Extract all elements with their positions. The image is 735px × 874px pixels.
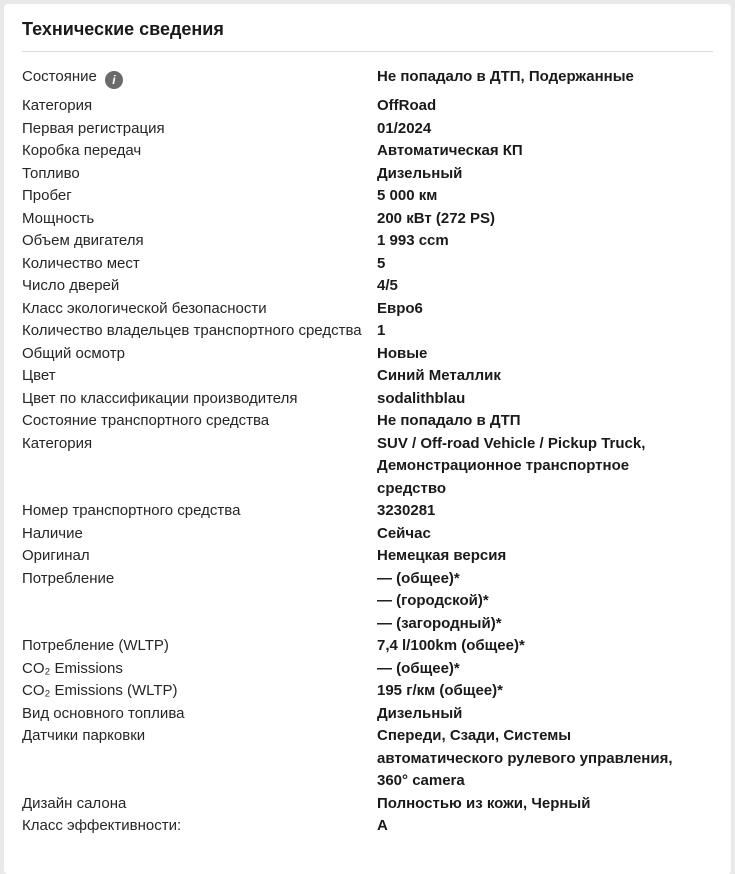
spec-value-line: 5 000 км: [377, 187, 438, 204]
spec-label-text: CO₂ Emissions: [22, 659, 123, 677]
spec-label-text: Цвет: [22, 367, 56, 384]
technical-details-card: [4, 4, 731, 874]
spec-label: [22, 343, 377, 366]
spec-label: [22, 410, 377, 433]
spec-value-line: A: [377, 817, 388, 834]
spec-label: [22, 545, 377, 568]
spec-value-line: средство: [377, 479, 447, 497]
spec-label: [22, 815, 377, 838]
spec-label-text: Количество владельцев транспортного средства: [22, 322, 362, 339]
spec-value-line: автоматического рулевого управления,: [377, 749, 673, 767]
spec-value: [377, 703, 713, 726]
spec-value: [377, 725, 713, 793]
spec-label-text: Оригинал: [22, 547, 90, 564]
spec-label: [22, 680, 377, 703]
spec-value-line: Немецкая версия: [377, 547, 507, 564]
spec-row: [22, 163, 713, 186]
spec-label-text: Дизайн салона: [22, 794, 127, 812]
spec-label-text: Число дверей: [22, 277, 120, 294]
section-title: Технические сведения: [22, 4, 713, 52]
spec-value: [377, 568, 713, 636]
spec-label: [22, 725, 377, 748]
spec-label-text: Датчики парковки: [22, 727, 146, 744]
spec-row: [22, 298, 713, 321]
spec-label-text: Объем двигателя: [22, 232, 144, 249]
spec-value: [377, 185, 713, 208]
spec-label-text: Потребление (WLTP): [22, 637, 169, 654]
spec-value-line: SUV / Off-road Vehicle / Pickup Truck,: [377, 434, 646, 452]
spec-value-line: 360° camera: [377, 772, 465, 789]
spec-row: [22, 343, 713, 366]
spec-value-line: sodalithblau: [377, 389, 466, 407]
spec-value: [377, 433, 713, 501]
spec-label: [22, 298, 377, 321]
spec-row: [22, 230, 713, 253]
spec-label-text: Топливо: [22, 164, 80, 182]
spec-label-text: Состояние транспортного средства: [22, 412, 270, 429]
spec-label-text: Общий осмотр: [22, 344, 125, 362]
spec-label: [22, 365, 377, 388]
spec-value-line: Новые: [377, 344, 428, 362]
spec-label: [22, 388, 377, 411]
spec-value-line: 1 993 ccm: [377, 232, 449, 249]
spec-value-line: Сейчас: [377, 524, 431, 542]
spec-row: [22, 320, 713, 343]
spec-label: [22, 793, 377, 816]
spec-label: [22, 703, 377, 726]
spec-label-text: Категория: [22, 434, 93, 452]
spec-value: [377, 343, 713, 366]
spec-label: [22, 433, 377, 456]
spec-value-line: — (городской)*: [377, 592, 489, 609]
spec-row: [22, 703, 713, 726]
spec-label: [22, 140, 377, 163]
spec-value-line: 5: [377, 254, 386, 272]
spec-row: [22, 680, 713, 703]
spec-value: [377, 815, 713, 838]
spec-value-line: 200 кВт (272 PS): [377, 209, 496, 227]
spec-value: [377, 410, 713, 433]
spec-label-text: Пробег: [22, 187, 72, 204]
spec-value-line: — (загородный)*: [377, 614, 502, 632]
spec-value: [377, 658, 713, 681]
spec-value: [377, 95, 713, 118]
spec-value: [377, 298, 713, 321]
spec-label: [22, 118, 377, 141]
spec-label: [22, 658, 377, 681]
spec-label: [22, 66, 377, 89]
spec-value: [377, 500, 713, 523]
spec-row: [22, 635, 713, 658]
spec-label: [22, 95, 377, 118]
spec-label: [22, 230, 377, 253]
spec-label-text: CO₂ Emissions (WLTP): [22, 682, 178, 699]
spec-value-line: OffRoad: [377, 97, 437, 114]
spec-value: [377, 118, 713, 141]
spec-list: [22, 66, 713, 838]
spec-value: [377, 163, 713, 186]
spec-row: [22, 118, 713, 141]
spec-value: [377, 140, 713, 163]
spec-value: [377, 320, 713, 343]
spec-label: [22, 635, 377, 658]
spec-row: [22, 545, 713, 568]
spec-label-text: Наличие: [22, 524, 83, 542]
spec-value-line: 1: [377, 322, 386, 339]
spec-label-text: Мощность: [22, 209, 95, 227]
spec-value-line: 01/2024: [377, 119, 432, 137]
spec-row: [22, 388, 713, 411]
spec-label: [22, 208, 377, 231]
spec-row: [22, 725, 713, 793]
spec-label-text: Номер транспортного средства: [22, 502, 241, 519]
info-icon[interactable]: i: [105, 71, 123, 89]
spec-label-text: Коробка передач: [22, 142, 142, 159]
spec-value: [377, 523, 713, 546]
spec-value-line: Полностью из кожи, Черный: [377, 794, 591, 812]
spec-value-line: 3230281: [377, 502, 436, 519]
spec-label-text: Цвет по классификации производителя: [22, 389, 298, 407]
spec-row: [22, 208, 713, 231]
spec-label-text: Первая регистрация: [22, 119, 165, 137]
spec-row: [22, 140, 713, 163]
spec-row: [22, 95, 713, 118]
spec-row: [22, 433, 713, 501]
spec-label: [22, 275, 377, 298]
spec-label-text: Класс экологической безопасности: [22, 299, 267, 317]
spec-label: [22, 523, 377, 546]
spec-label: [22, 185, 377, 208]
spec-value-line: Евро6: [377, 299, 423, 317]
spec-label: [22, 253, 377, 276]
spec-value-line: 195 г/км (общее)*: [377, 682, 503, 699]
spec-value-line: Не попадало в ДТП, Подержанные: [377, 68, 634, 85]
spec-label-text: Класс эффективности:: [22, 817, 182, 834]
spec-row: [22, 568, 713, 636]
spec-value-line: 7,4 l/100km (общее)*: [377, 637, 525, 654]
spec-value: [377, 680, 713, 703]
spec-row: [22, 815, 713, 838]
spec-label-text: Состояние: [22, 68, 97, 85]
spec-label-text: Потребление: [22, 569, 115, 587]
spec-value-line: Автоматическая КП: [377, 142, 523, 159]
spec-label: [22, 500, 377, 523]
spec-row: [22, 185, 713, 208]
spec-value: [377, 545, 713, 568]
spec-row: [22, 523, 713, 546]
spec-row: [22, 253, 713, 276]
spec-value: [377, 635, 713, 658]
spec-value-line: Дизельный: [377, 704, 463, 722]
spec-value: [377, 253, 713, 276]
spec-value: [377, 388, 713, 411]
spec-value: [377, 66, 713, 89]
spec-row: [22, 66, 713, 89]
spec-row: [22, 658, 713, 681]
spec-label-text: Категория: [22, 97, 93, 114]
spec-value: [377, 230, 713, 253]
spec-value-line: Демонстрационное транспортное: [377, 457, 630, 474]
spec-value: [377, 275, 713, 298]
spec-value-line: Дизельный: [377, 164, 463, 182]
spec-row: [22, 365, 713, 388]
spec-value-line: 4/5: [377, 277, 398, 294]
spec-row: [22, 500, 713, 523]
spec-row: [22, 410, 713, 433]
spec-label-text: Количество мест: [22, 254, 140, 272]
spec-row: [22, 793, 713, 816]
spec-value-line: Не попадало в ДТП: [377, 412, 521, 429]
spec-row: [22, 275, 713, 298]
spec-value: [377, 793, 713, 816]
spec-label-text: Вид основного топлива: [22, 704, 185, 722]
spec-value-line: — (общее)*: [377, 569, 460, 587]
spec-value: [377, 365, 713, 388]
spec-label: [22, 163, 377, 186]
spec-value: [377, 208, 713, 231]
spec-label: [22, 320, 377, 343]
spec-value-line: — (общее)*: [377, 659, 460, 677]
spec-value-line: Синий Металлик: [377, 367, 501, 384]
spec-value-line: Спереди, Сзади, Системы: [377, 727, 572, 744]
spec-label: [22, 568, 377, 591]
